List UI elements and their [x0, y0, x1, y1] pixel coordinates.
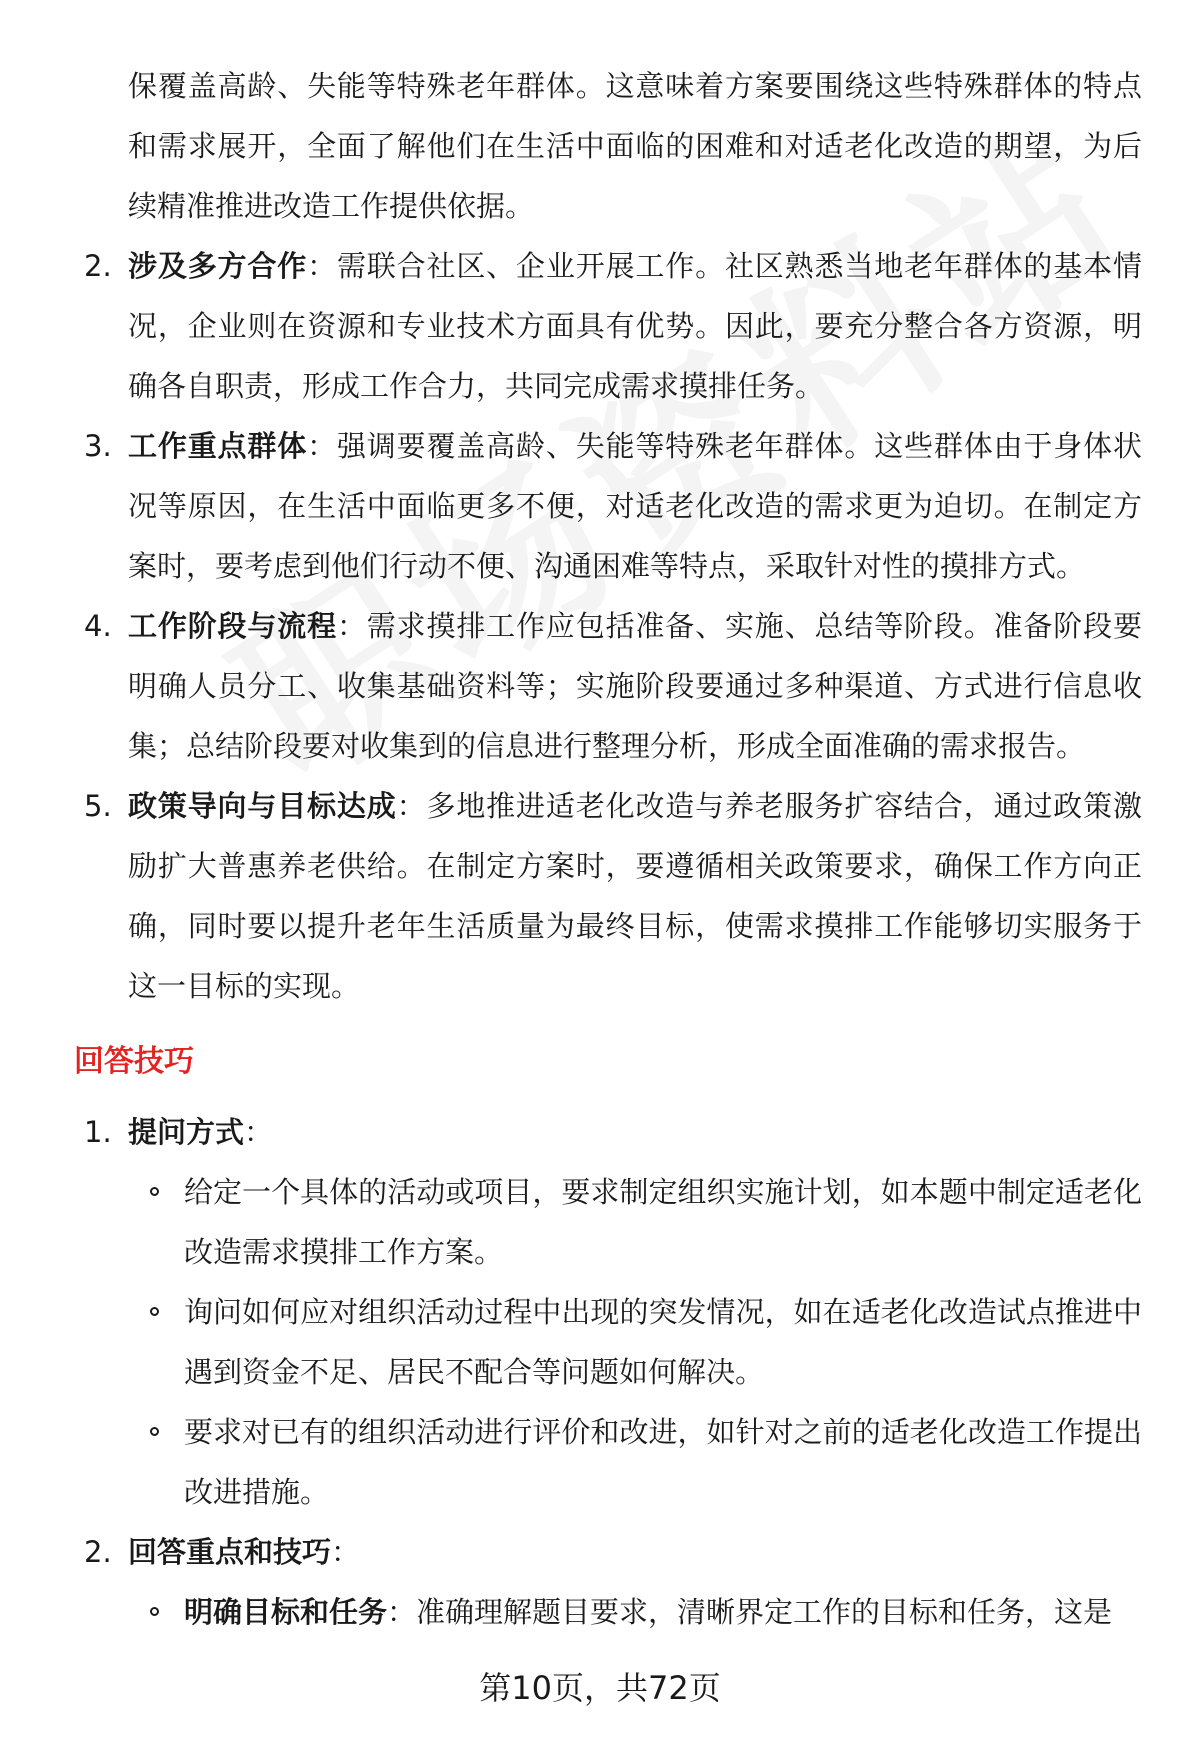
hollow-bullet-icon: [150, 1187, 159, 1196]
item-text: ：强调要覆盖高龄、失能等特殊老年群体。这些群体由于身体状况等原因，在生活中面临更多不便，对适老化改造的需求更为迫切。在制定方案时，要考虑到他们行动不便、沟通困难等特点，采取针对性的摸排方式。: [128, 429, 1142, 583]
sub-list-item: [0, 1582, 1200, 1642]
document-body: [0, 56, 1200, 1642]
hollow-bullet-icon: [150, 1427, 159, 1436]
list-item: [0, 416, 1200, 596]
sub-list-item: [0, 1162, 1200, 1282]
tip-item: [0, 1522, 1200, 1582]
item-suffix: ：: [244, 1115, 274, 1149]
list-item: [0, 236, 1200, 416]
sub-list-item: [0, 1282, 1200, 1402]
item-number: 3.: [84, 429, 112, 463]
item-text: ：需联合社区、企业开展工作。社区熟悉当地老年群体的基本情况，企业则在资源和专业技术方面具有优势。因此，要充分整合各方资源，明确各自职责，形成工作合力，共同完成需求摸排任务。: [128, 249, 1142, 403]
item-number: 2.: [84, 1535, 112, 1569]
section-heading: 回答技巧: [74, 1044, 194, 1079]
hollow-bullet-icon: [150, 1307, 159, 1316]
lead-paragraph: 保覆盖高龄、失能等特殊老年群体。这意味着方案要围绕这些特殊群体的特点和需求展开，全面了解他们在生活中面临的困难和对适老化改造的期望，为后续精准推进改造工作提供依据。: [128, 69, 1142, 223]
item-text: ：需求摸排工作应包括准备、实施、总结等阶段。准备阶段要明确人员分工、收集基础资料等；实施阶段要通过多种渠道、方式进行信息收集；总结阶段要对收集到的信息进行整理分析，形成全面准确的需求报告。: [128, 609, 1142, 763]
tip-item: [0, 1102, 1200, 1162]
item-title: 工作重点群体: [128, 429, 308, 463]
list-item: [0, 776, 1200, 1016]
list-item: [0, 596, 1200, 776]
item-title: 工作阶段与流程: [128, 609, 337, 643]
item-number: 1.: [84, 1115, 112, 1149]
item-text: ：多地推进适老化改造与养老服务扩容结合，通过政策激励扩大普惠养老供给。在制定方案时，要遵循相关政策要求，确保工作方向正确，同时要以提升老年生活质量为最终目标，使需求摸排工作能够切实服务于这一目标的实现。: [128, 789, 1142, 1003]
item-title: 提问方式: [128, 1115, 245, 1149]
sub-item-text: ：准确理解题目要求，清晰界定工作的目标和任务，这是: [387, 1595, 1113, 1629]
item-title: 政策导向与目标达成: [128, 789, 397, 823]
hollow-bullet-icon: [150, 1607, 159, 1616]
item-number: 5.: [84, 789, 112, 823]
sub-item-title: 明确目标和任务: [184, 1595, 388, 1629]
sub-item-text: 询问如何应对组织活动过程中出现的突发情况，如在适老化改造试点推进中遇到资金不足、居民不配合等问题如何解决。: [184, 1295, 1142, 1389]
item-title: 涉及多方合作: [128, 249, 308, 283]
item-number: 4.: [84, 609, 112, 643]
item-number: 2.: [84, 249, 112, 283]
item-suffix: ：: [331, 1535, 361, 1569]
sub-list-item: [0, 1402, 1200, 1522]
page-footer: 第10页，共72页: [479, 1669, 721, 1707]
sub-item-text: 给定一个具体的活动或项目，要求制定组织实施计划，如本题中制定适老化改造需求摸排工作方案。: [184, 1175, 1142, 1269]
item-title: 回答重点和技巧: [128, 1535, 332, 1569]
sub-item-text: 要求对已有的组织活动进行评价和改进，如针对之前的适老化改造工作提出改进措施。: [184, 1415, 1142, 1509]
